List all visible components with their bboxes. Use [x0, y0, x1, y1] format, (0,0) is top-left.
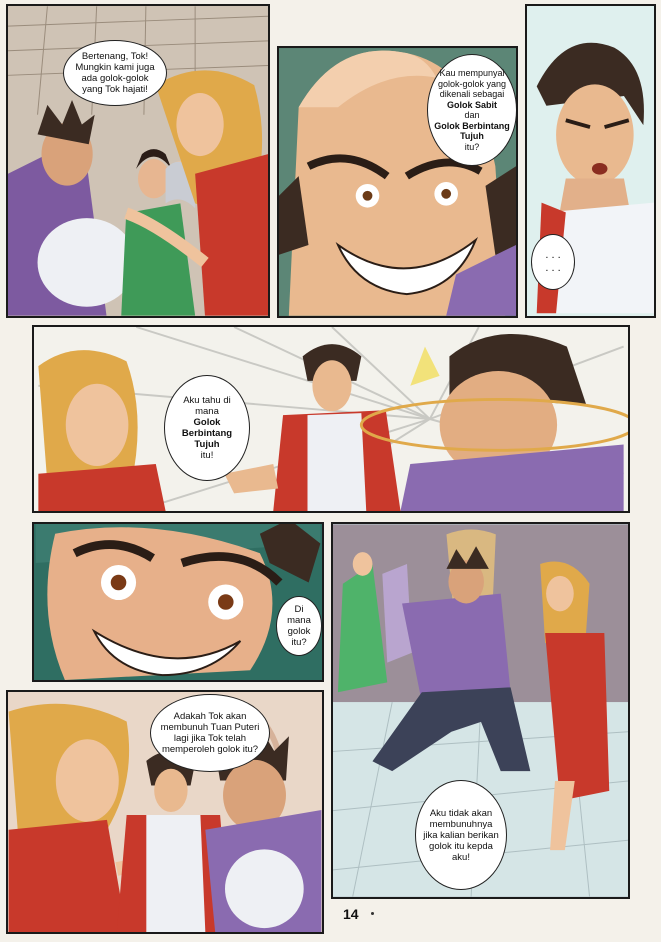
panel-2	[277, 46, 518, 318]
speech-bubble-7: Adakah Tok akan membunuh Tuan Puteri lagi jika Tok telah memperoleh golok itu?	[150, 694, 270, 772]
panel-4-art	[34, 327, 628, 511]
bubble-4-text-pre: Aku tahu di mana	[183, 395, 231, 417]
panel-5	[32, 522, 324, 682]
bubble-4-bold-1: Golok Berbintang Tujuh	[181, 417, 233, 450]
panel-6	[331, 522, 630, 899]
speech-bubble-1: Bertenang, Tok! Mungkin kami juga ada golok-golok yang Tok hajati!	[63, 40, 167, 106]
speech-bubble-5: Di mana golok itu?	[276, 596, 322, 656]
speech-bubble-3: . . . . . .	[531, 234, 575, 290]
bubble-2-text-post: itu?	[464, 141, 480, 152]
bubble-2-bold-1: Golok Sabit	[446, 99, 497, 110]
page-dot	[371, 912, 374, 915]
bubble-2-bold-2: Golok Berbintang Tujuh	[434, 120, 510, 141]
bubble-4-text-post: itu!	[200, 450, 214, 461]
panel-3	[525, 4, 656, 318]
panel-1	[6, 4, 270, 318]
panel-5-art	[34, 524, 322, 680]
speech-bubble-4	[164, 375, 250, 481]
page-number: 14	[343, 906, 359, 922]
bubble-2-text-pre: Kau mempunyai golok-golok yang dikenali sebagai	[437, 68, 507, 99]
panel-4	[32, 325, 630, 513]
bubble-2-text-mid: dan	[464, 110, 480, 120]
speech-bubble-2	[427, 54, 517, 166]
panel-7	[6, 690, 324, 934]
speech-bubble-6: Aku tidak akan membunuhnya jika kalian berikan golok itu kepda aku!	[415, 780, 507, 890]
